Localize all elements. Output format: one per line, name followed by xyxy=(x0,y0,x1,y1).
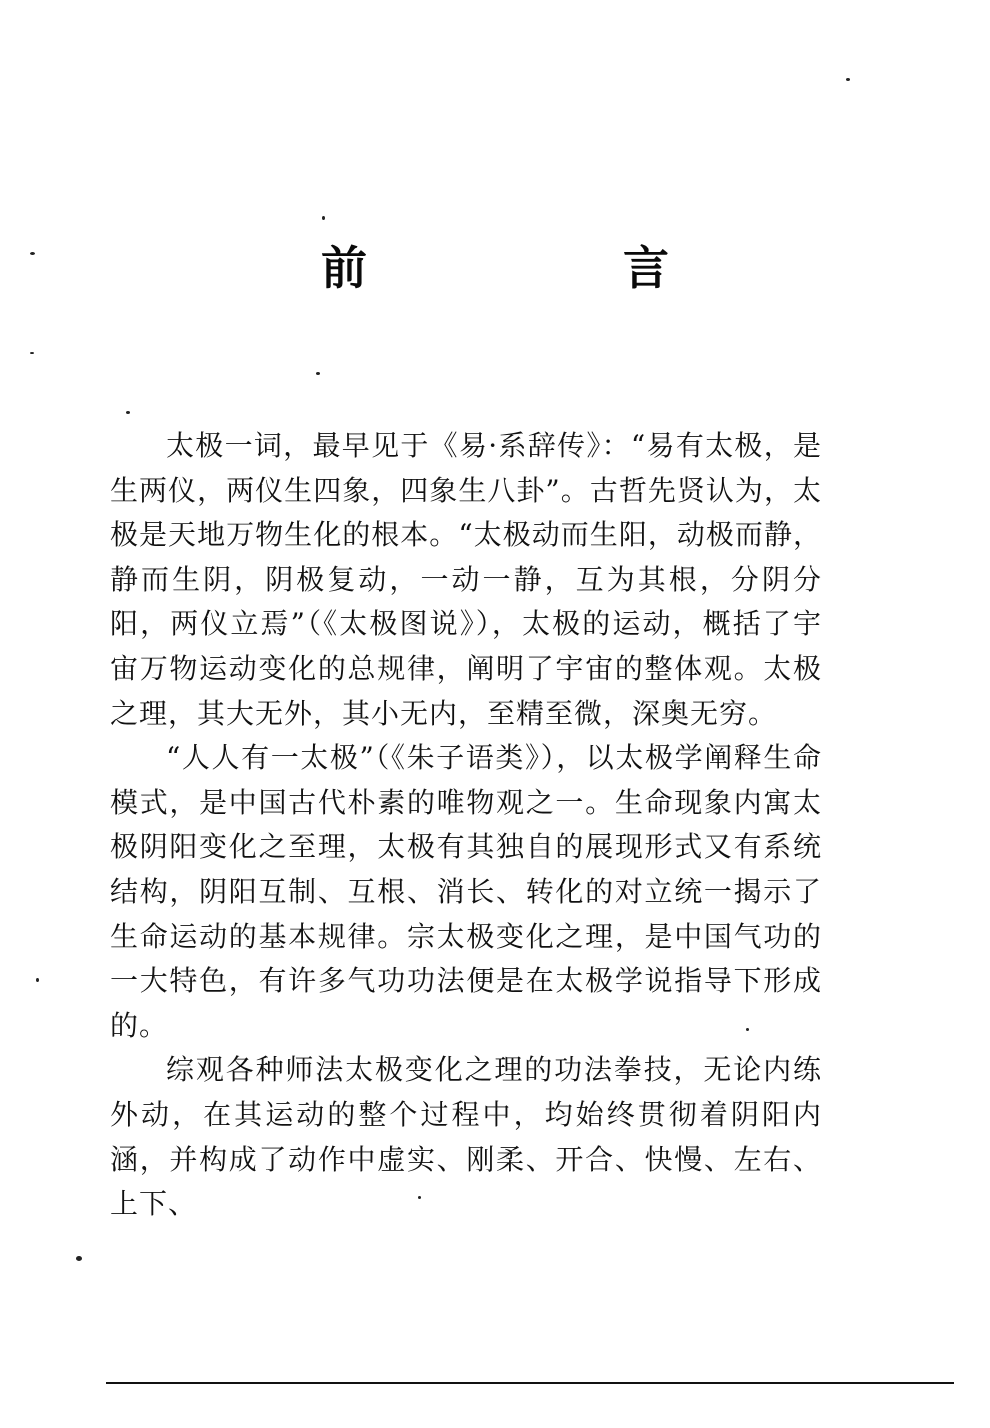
scan-speck xyxy=(36,978,39,982)
paragraph-3: 综观各种师法太极变化之理的功法拳技，无论内练外动，在其运动的整个过程中，均始终贯彻着阴阳内涵，并构成了动作中虚实、刚柔、开合、快慢、左右、上下、 xyxy=(110,1053,822,1221)
page-title: 前 言 xyxy=(320,241,789,295)
paragraph-2: “人人有一太极”（《朱子语类》），以太极学阐释生命模式，是中国古代朴素的唯物观之一。生命现象内寓太极阴阳变化之至理，太极有其独自的展现形式又有系统结构，阴阳互制、互根、消长、转化的对立统一揭示了生命运动的基本规律。宗太极变化之理，是中国气功的一大特色，有许多气功功法便是在太极学说指导下形成的。 xyxy=(110,741,822,1042)
footer-rule xyxy=(106,1382,954,1384)
paragraph-1: 太极一词，最早见于《易·系辞传》：“易有太极，是生两仪，两仪生四象，四象生八卦”。古哲先贤认为，太极是天地万物生化的根本。“太极动而生阳，动极而静，静而生阴，阴极复动，一动一静，互为其根，分阴分阳，两仪立焉”（《太极图说》），太极的运动，概括了宇宙万物运动变化的总规律，阐明了宇宙的整体观。太极之理，其大无外，其小无内，至精至微，深奥无穷。 xyxy=(110,429,822,730)
scan-speck xyxy=(846,78,850,81)
scan-speck xyxy=(322,216,325,220)
scan-speck xyxy=(418,1196,421,1199)
scan-speck xyxy=(76,1256,82,1261)
scan-speck xyxy=(30,352,34,354)
scan-speck xyxy=(126,411,130,414)
scan-speck xyxy=(746,1028,749,1031)
scan-speck xyxy=(30,252,35,255)
body-text xyxy=(110,424,822,1227)
scan-speck xyxy=(316,372,320,375)
